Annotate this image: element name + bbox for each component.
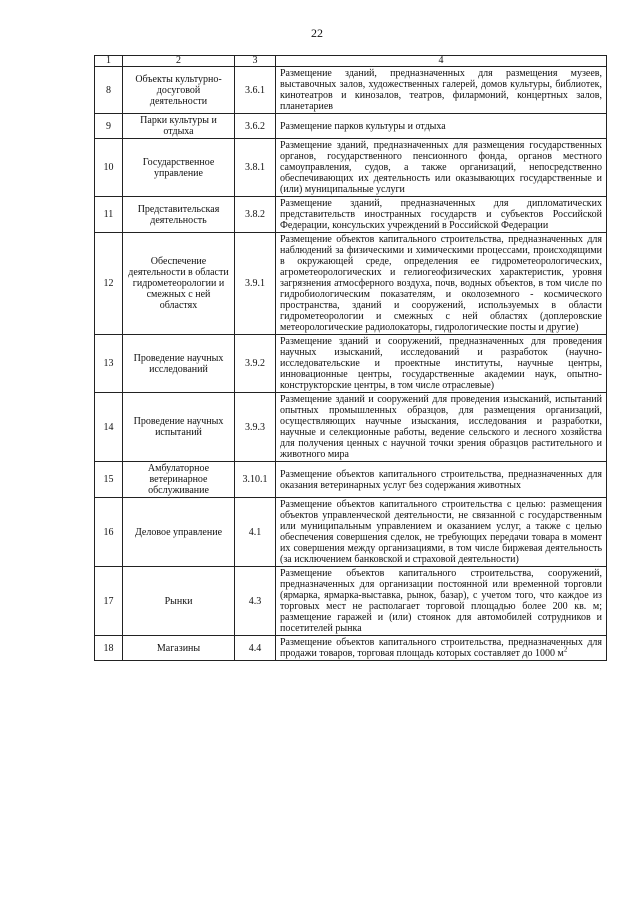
row-use-description	[276, 335, 607, 393]
row-use-name	[123, 498, 235, 567]
row-number-text: 12	[103, 278, 114, 289]
row-use-name	[123, 567, 235, 636]
row-use-code-text: 3.9.1	[245, 278, 265, 289]
row-number	[95, 636, 123, 661]
table-header-row	[95, 56, 607, 67]
table-row	[95, 462, 607, 498]
row-number	[95, 498, 123, 567]
header-col-1: 1	[95, 56, 123, 67]
row-use-name-text: Амбулаторное ветеринарное обслуживание	[147, 463, 210, 496]
row-number	[95, 139, 123, 197]
row-use-description	[276, 393, 607, 462]
row-use-name	[123, 462, 235, 498]
row-use-description-text: Размещение объектов капитального строительства с целью: размещения объектов управленческой деятельности, не связанной с государственным или муниципальным управлением и оказанием услуг, а также с целью обеспечения совершения сделок, не требующих передачи товара в момент их совершения между организациями, в том числе биржевая деятельность (за исключением банковской и страховой деятельности)	[280, 499, 602, 565]
row-number-text: 16	[103, 526, 114, 538]
header-col-2: 2	[123, 56, 235, 67]
row-use-code-text: 3.9.3	[245, 421, 265, 433]
row-use-code-text: 3.8.1	[245, 162, 265, 173]
row-number-text: 11	[103, 209, 114, 220]
table-row	[95, 567, 607, 636]
row-number	[95, 233, 123, 335]
row-number	[95, 567, 123, 636]
page-number: 22	[311, 26, 323, 40]
table-row	[95, 636, 607, 661]
row-use-code-text: 3.9.2	[245, 358, 265, 369]
table-row	[95, 139, 607, 197]
row-number	[95, 197, 123, 233]
row-use-name-text: Представительская деятельность	[137, 203, 220, 226]
header-col-3: 3	[235, 56, 276, 67]
table-row	[95, 498, 607, 567]
row-use-code-text: 3.6.1	[245, 84, 265, 96]
row-use-code	[235, 567, 276, 636]
row-use-code	[235, 197, 276, 233]
row-use-description-text: Размещение объектов капитального строительства, предназначенных для наблюдений за физическими и химическими процессами, происходящими в окружающей среде, определения ее гидрометеорологических, агрометеорологических и гелиогеофизических характеристик, уровня загрязнения атмосферного воздуха, почв, водных объектов, в том числе по гидробиологическим показателям, и околоземного - космического пространства, зданий и сооружений, используемых в области гидрометеорологии и смежных с ней областях (доплеровские метеорологические радиолокаторы, гидрологические посты и другие)	[280, 234, 602, 333]
table-row	[95, 393, 607, 462]
row-use-code-text: 4.4	[248, 642, 262, 654]
unit-superscript: 2	[563, 645, 568, 654]
row-use-name	[123, 114, 235, 139]
row-use-name-text: Объекты культурно-досуговой деятельности	[135, 73, 222, 107]
row-use-description	[276, 233, 607, 335]
row-use-code	[235, 114, 276, 139]
row-use-name	[123, 233, 235, 335]
row-number-text: 9	[106, 120, 111, 132]
row-use-code	[235, 335, 276, 393]
row-use-code	[235, 462, 276, 498]
row-use-code-text: 4.1	[248, 526, 262, 538]
land-use-table	[94, 55, 607, 661]
row-number	[95, 462, 123, 498]
row-use-name-text: Проведение научных испытаний	[133, 416, 224, 438]
row-number-text: 15	[103, 474, 114, 485]
row-use-description-text: Размещение объектов капитального строительства, предназначенных для оказания ветеринарных услуг без содержания животных	[280, 468, 602, 491]
row-use-name-text: Деловое управление	[134, 526, 223, 538]
row-use-description	[276, 462, 607, 498]
row-use-description-text: Размещение объектов капитального строительства, сооружений, предназначенных для организации постоянной или временной торговли (ярмарка, ярмарка-выставка, рынок, базар), с учетом того, что каждое из торговых мест не располагает торговой площадью более 200 кв. м; размещение гаражей и (или) стоянок для автомобилей сотрудников и посетителей рынка	[280, 568, 602, 634]
row-use-description-text: Размещение зданий, предназначенных для размещения музеев, выставочных залов, художественных галерей, домов культуры, библиотек, кинотеатров и кинозалов, театров, филармоний, концертных залов, планетариев	[280, 68, 602, 112]
header-col-4: 4	[276, 56, 607, 67]
row-use-code	[235, 233, 276, 335]
row-use-name-text: Магазины	[156, 642, 201, 654]
row-use-code	[235, 636, 276, 661]
row-number-text: 17	[103, 595, 114, 607]
row-use-description	[276, 636, 607, 661]
row-use-name	[123, 139, 235, 197]
table-row	[95, 114, 607, 139]
row-number	[95, 393, 123, 462]
row-use-code-text: 4.3	[248, 595, 262, 607]
row-use-description	[276, 197, 607, 233]
row-use-description	[276, 498, 607, 567]
row-use-code	[235, 498, 276, 567]
row-use-description	[276, 139, 607, 197]
row-use-name-text: Рынки	[164, 595, 193, 607]
row-use-code-text: 3.6.2	[245, 120, 265, 132]
row-use-description-text: Размещение объектов капитального строительства, предназначенных для продажи товаров, торговая площадь которых составляет до 1000 м	[280, 637, 602, 659]
row-use-code	[235, 67, 276, 114]
row-number-text: 14	[103, 421, 114, 433]
row-use-description-text: Размещение зданий и сооружений, предназначенных для проведения научных изысканий, исследований и разработок (научно-исследовательские и проектные институты, научные центры, инновационные центры, государственные академии наук, опытно-конструкторские центры, в том числе отраслевые)	[280, 336, 602, 391]
row-use-description-text: Размещение зданий, предназначенных для дипломатических представительств иностранных государств и субъектов Российской Федерации, консульских учреждений в Российской Федерации	[280, 198, 602, 231]
table-row	[95, 67, 607, 114]
row-use-name	[123, 335, 235, 393]
row-number-text: 10	[103, 162, 114, 173]
row-use-description	[276, 67, 607, 114]
row-number	[95, 335, 123, 393]
row-use-description	[276, 114, 607, 139]
row-use-name	[123, 393, 235, 462]
row-use-code-text: 3.8.2	[245, 209, 265, 220]
row-use-description-text: Размещение зданий, предназначенных для размещения государственных органов, государственного пенсионного фонда, органов местного самоуправления, судов, а также организаций, непосредственно обеспечивающих их деятельность или оказывающих государственные и (или) муниципальные услуги	[280, 140, 602, 195]
row-use-description-text: Размещение зданий и сооружений для проведения изысканий, испытаний опытных промышленных образцов, для размещения организаций, осуществляющих научные изыскания, исследования и разработки, научные и селекционные работы, ведение сельского и лесного хозяйства для получения ценных с научной точки зрения образцов растительного и животного мира	[280, 394, 602, 460]
row-number-text: 8	[106, 84, 111, 96]
row-use-code	[235, 393, 276, 462]
row-use-name	[123, 67, 235, 114]
table-row	[95, 233, 607, 335]
row-use-name	[123, 636, 235, 661]
table-row	[95, 197, 607, 233]
row-use-name-text: Обеспечение деятельности в области гидрометеорологии и смежных с ней областях	[128, 256, 229, 311]
row-use-name-text: Государственное управление	[142, 156, 215, 179]
row-number	[95, 114, 123, 139]
row-use-code-text: 3.10.1	[242, 474, 268, 485]
row-use-code	[235, 139, 276, 197]
row-use-name	[123, 197, 235, 233]
row-use-name-text: Парки культуры и отдыха	[140, 115, 217, 137]
row-use-description	[276, 567, 607, 636]
table-row	[95, 335, 607, 393]
row-number-text: 13	[103, 358, 114, 369]
row-number-text: 18	[103, 642, 114, 654]
row-number	[95, 67, 123, 114]
row-use-name-text: Проведение научных исследований	[133, 352, 224, 375]
row-use-description-text: Размещение парков культуры и отдыха	[280, 120, 446, 132]
